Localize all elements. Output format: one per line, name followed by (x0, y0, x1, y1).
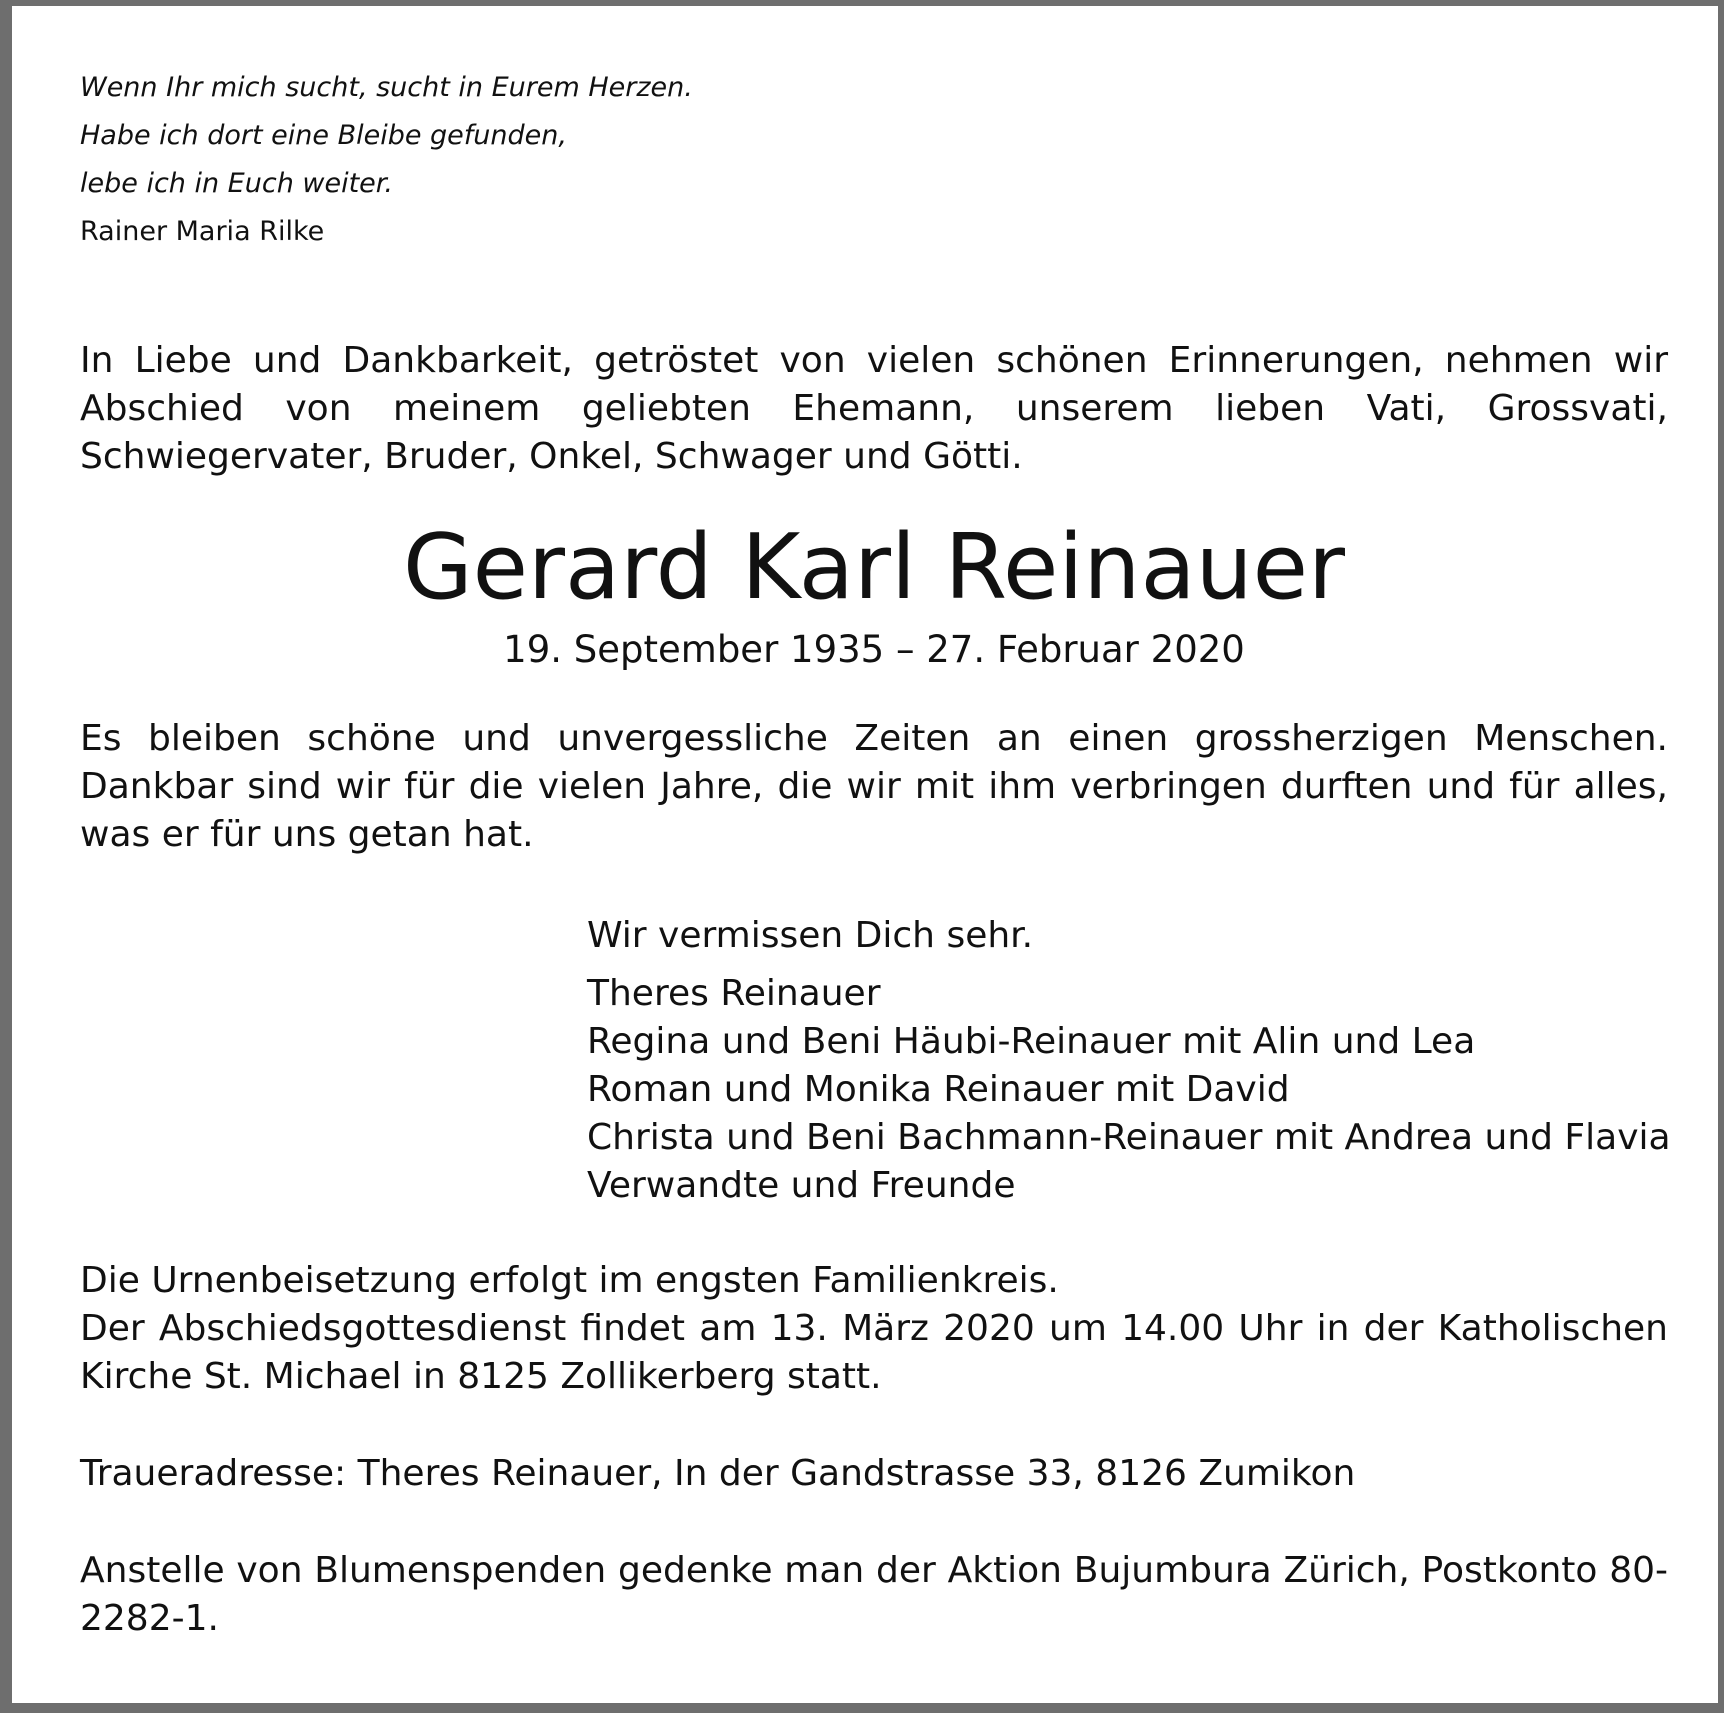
mourner-name: Regina und Beni Häubi-Reinauer mit Alin und Lea (587, 1021, 1476, 1062)
mourner-name: Theres Reinauer (587, 973, 881, 1014)
motto-line: Wenn Ihr mich sucht, sucht in Eurem Herzen. (80, 72, 693, 103)
motto-line: Habe ich dort eine Bleibe gefunden, (80, 120, 567, 151)
donation-note: Anstelle von Blumenspenden gedenke man der Aktion Bujumbura Zürich, Postkonto 80-2282-1. (80, 1550, 1668, 1639)
service-line: Der Abschiedsgottesdienst findet am 13. März 2020 um 14.00 Uhr in der Katholischen Kirche St. Michael in 8125 Zollikerberg statt. (80, 1308, 1668, 1397)
motto-author: Rainer Maria Rilke (80, 216, 325, 247)
mourner-name: Christa und Beni Bachmann-Reinauer mit Andrea und Flavia (587, 1117, 1671, 1158)
mourner-name: Verwandte und Freunde (587, 1165, 1016, 1206)
burial-info (80, 1257, 1668, 1401)
life-dates: 19. September 1935 – 27. Februar 2020 (503, 628, 1245, 671)
burial-line: Die Urnenbeisetzung erfolgt im engsten Familienkreis. (80, 1260, 1059, 1301)
motto-quote (80, 64, 693, 256)
motto-line: lebe ich in Euch weiter. (80, 168, 393, 199)
tribute-paragraph: Es bleiben schöne und unvergessliche Zeiten an einen grossherzigen Menschen. Dankbar sind wir für die vielen Jahre, die wir mit ihm verbringen durften und für alles, was er für uns getan hat. (80, 718, 1668, 855)
deceased-name: Gerard Karl Reinauer (402, 515, 1346, 620)
mourners-signature (587, 912, 1671, 1210)
closing-line: Wir vermissen Dich sehr. (587, 915, 1034, 956)
mourner-name: Roman und Monika Reinauer mit David (587, 1069, 1290, 1110)
mourning-address: Traueradresse: Theres Reinauer, In der Gandstrasse 33, 8126 Zumikon (80, 1453, 1356, 1494)
intro-paragraph: In Liebe und Dankbarkeit, getröstet von vielen schönen Erinnerungen, nehmen wir Abschied von meinem geliebten Ehemann, unserem lieben Vati, Grossvati, Schwiegervater, Bruder, Onkel, Schwager und Götti. (80, 340, 1668, 477)
